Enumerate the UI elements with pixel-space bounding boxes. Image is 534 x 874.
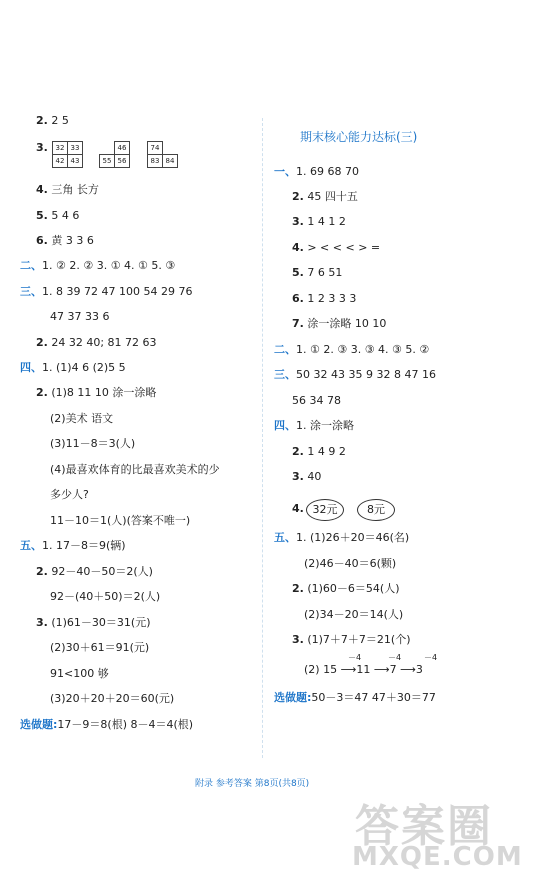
left-section-4-line7: 11－10＝1(人)(答案不唯一) bbox=[50, 514, 191, 527]
left-section-4-line2: 2. (1)8 11 10 涂一涂略 bbox=[36, 386, 157, 399]
left-section-3-line3: 2. 24 32 40; 81 72 63 bbox=[36, 336, 157, 349]
right-section-5-line4: (2)34－20＝14(人) bbox=[304, 608, 404, 621]
left-optional: 选做题:17－9＝8(根) 8－4＝4(根) bbox=[20, 718, 194, 731]
left-q3: 3. bbox=[36, 141, 48, 154]
right-section-5-line5: 3. (1)7＋7＋7＝21(个) bbox=[292, 633, 411, 646]
right-section-1-line7: 7. 涂一涂略 10 10 bbox=[292, 317, 387, 330]
arrow-right-icon: ⟶ bbox=[373, 663, 390, 676]
page-footer: 附录 参考答案 第8页(共8页) bbox=[195, 779, 310, 789]
left-section-3-line1: 三、1. 8 39 72 47 100 54 29 76 bbox=[20, 285, 193, 298]
right-section-1-line1: 一、1. 69 68 70 bbox=[274, 165, 359, 178]
right-section-4-line4: 4. bbox=[292, 502, 304, 515]
left-q2: 2. 2 5 bbox=[36, 114, 69, 127]
left-q6: 6. 黄 3 3 6 bbox=[36, 234, 94, 247]
watermark-logo-text: 答案圈 bbox=[355, 801, 493, 852]
right-section-1-line5: 5. 7 6 51 bbox=[292, 266, 343, 279]
answer-oval-1: 32元 bbox=[306, 499, 344, 521]
section-title: 期末核心能力达标(三) bbox=[300, 130, 418, 144]
left-section-5-line4: 3. (1)61－30＝31(元) bbox=[36, 616, 151, 629]
left-section-4-line6: 多少人? bbox=[50, 488, 89, 501]
right-section-5-line2: (2)46－40＝6(颗) bbox=[304, 557, 397, 570]
arrow-right-icon: ⟶ bbox=[340, 663, 357, 676]
right-section-5-line3: 2. (1)60－6＝54(人) bbox=[292, 582, 400, 595]
left-section-5-line5: (2)30＋61＝91(元) bbox=[50, 641, 150, 654]
right-section-1-line6: 6. 1 2 3 3 3 bbox=[292, 292, 357, 305]
right-section-3-line2: 56 34 78 bbox=[292, 394, 341, 407]
column-divider bbox=[262, 118, 263, 758]
left-q5: 5. 5 4 6 bbox=[36, 209, 80, 222]
left-section-4-line3: (2)美术 语文 bbox=[50, 412, 114, 425]
left-section-5-line6: 91<100 够 bbox=[50, 667, 109, 680]
left-q4: 4. 三角 长方 bbox=[36, 183, 99, 196]
left-section-5-line1: 五、1. 17－8＝9(辆) bbox=[20, 539, 126, 552]
left-section-4-line5: (4)最喜欢体育的比最喜欢美术的少 bbox=[50, 463, 220, 476]
right-section-1-line2: 2. 45 四十五 bbox=[292, 190, 358, 203]
left-section-5-line3: 92－(40＋50)＝2(人) bbox=[50, 590, 161, 603]
right-section-3-line1: 三、50 32 43 35 9 32 8 47 16 bbox=[274, 368, 436, 381]
right-section-1-line3: 3. 1 4 1 2 bbox=[292, 215, 346, 228]
left-section-5-line7: (3)20＋20＋20＝60(元) bbox=[50, 692, 175, 705]
right-section-2: 二、1. ① 2. ③ 3. ③ 4. ③ 5. ② bbox=[274, 343, 430, 356]
right-section-4-line1: 四、1. 涂一涂略 bbox=[274, 419, 354, 432]
left-section-4-line4: (3)11－8＝3(人) bbox=[50, 437, 136, 450]
left-section-4-line1: 四、1. (1)4 6 (2)5 5 bbox=[20, 361, 126, 374]
right-section-4-line2: 2. 1 4 9 2 bbox=[292, 445, 346, 458]
left-section-2: 二、1. ② 2. ② 3. ① 4. ① 5. ③ bbox=[20, 259, 176, 272]
right-section-1-line4: 4. > < < < > = bbox=[292, 241, 381, 254]
arrow-sequence: (2) 15 ⟶11 ⟶7 ⟶3 bbox=[304, 663, 423, 676]
number-grid-2: 46 55 56 bbox=[100, 142, 130, 168]
right-optional: 选做题:50－3＝47 47＋30＝77 bbox=[274, 691, 436, 704]
watermark-url: MXQE.COM bbox=[352, 842, 523, 872]
right-section-4-line3: 3. 40 bbox=[292, 470, 322, 483]
arrow-label-2: －4 bbox=[388, 653, 402, 662]
right-section-5-line1: 五、1. (1)26＋20＝46(名) bbox=[274, 531, 410, 544]
answer-oval-2: 8元 bbox=[357, 499, 395, 521]
left-section-5-line2: 2. 92－40－50＝2(人) bbox=[36, 565, 153, 578]
arrow-right-icon: ⟶ bbox=[400, 663, 416, 676]
number-grid-1: 32 33 42 43 bbox=[53, 142, 83, 168]
arrow-label-3: －4 bbox=[424, 653, 438, 662]
left-section-3-line2: 47 37 33 6 bbox=[50, 310, 110, 323]
arrow-label-1: －4 bbox=[348, 653, 362, 662]
number-grid-3: 74 83 84 bbox=[148, 142, 178, 168]
